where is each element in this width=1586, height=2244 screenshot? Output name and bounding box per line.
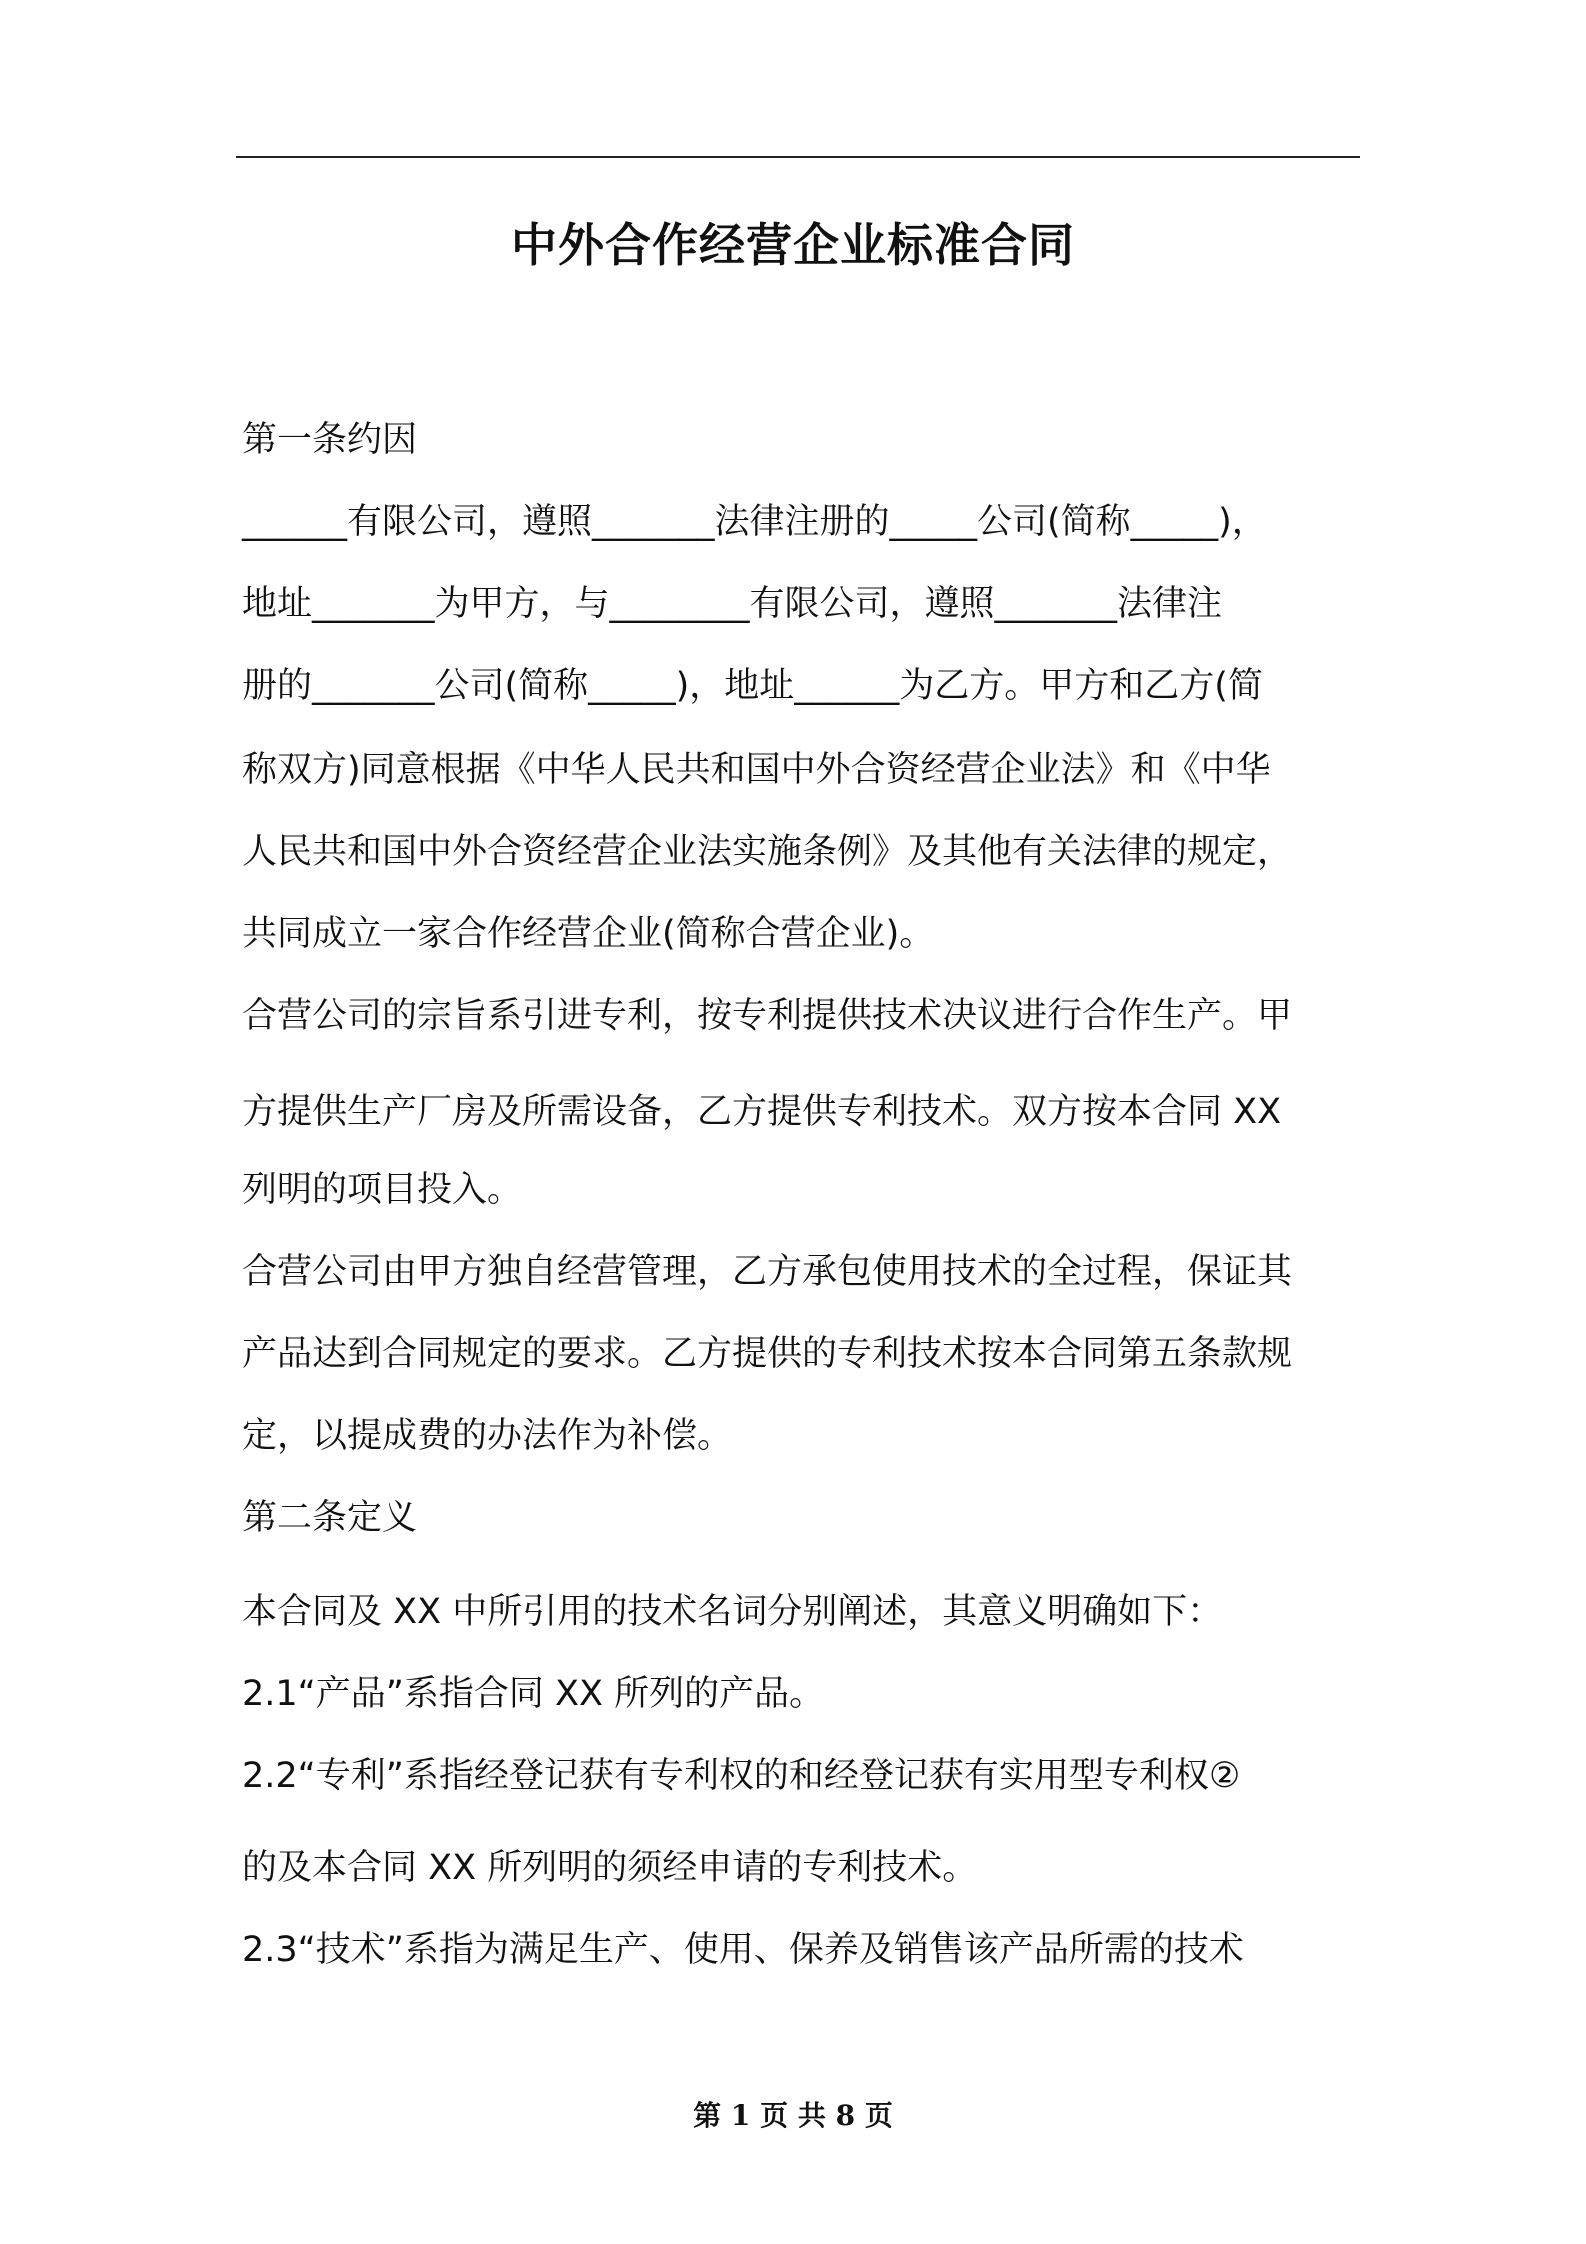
article-2-heading: 第二条定义 <box>242 1498 418 1538</box>
header-rule <box>236 156 1360 158</box>
clause-2-2: 2.2“专利”系指经登记获有专利权的和经登记获有实用型专利权② <box>242 1756 1241 1796</box>
body-line: 的及本合同 XX 所列明的须经申请的专利技术。 <box>242 1848 978 1888</box>
article-1-heading: 第一条约因 <box>242 420 418 460</box>
body-line: 列明的项目投入。 <box>242 1170 523 1210</box>
clause-2-3: 2.3“技术”系指为满足生产、使用、保养及销售该产品所需的技术 <box>242 1930 1244 1970</box>
body-line: 合营公司由甲方独自经营管理，乙方承包使用技术的全过程，保证其 <box>242 1252 1293 1292</box>
body-line: 合营公司的宗旨系引进专利，按专利提供技术决议进行合作生产。甲 <box>242 996 1293 1036</box>
clause-2-1: 2.1“产品”系指合同 XX 所列的产品。 <box>242 1674 825 1714</box>
body-line: 称双方)同意根据《中华人民共和国中外合资经营企业法》和《中华 <box>242 750 1271 790</box>
body-line: 地址_______为甲方，与________有限公司，遵照_______法律注 <box>242 584 1223 624</box>
body-line: 本合同及 XX 中所引用的技术名词分别阐述，其意义明确如下： <box>242 1592 1223 1632</box>
body-line: 人民共和国中外合资经营企业法实施条例》及其他有关法律的规定， <box>242 832 1293 872</box>
body-line: 定，以提成费的办法作为补偿。 <box>242 1416 733 1456</box>
body-line: 共同成立一家合作经营企业(简称合营企业)。 <box>242 914 935 954</box>
body-line: 册的_______公司(简称_____)，地址______为乙方。甲方和乙方(简 <box>242 666 1263 706</box>
page-number: 第 1 页 共 8 页 <box>693 2099 893 2132</box>
body-line: 产品达到合同规定的要求。乙方提供的专利技术按本合同第五条款规 <box>242 1334 1293 1374</box>
document-title: 中外合作经营企业标准合同 <box>511 218 1075 272</box>
body-line: 方提供生产厂房及所需设备，乙方提供专利技术。双方按本合同 XX <box>242 1092 1282 1132</box>
body-line: ______有限公司，遵照_______法律注册的_____公司(简称_____)， <box>242 502 1267 542</box>
